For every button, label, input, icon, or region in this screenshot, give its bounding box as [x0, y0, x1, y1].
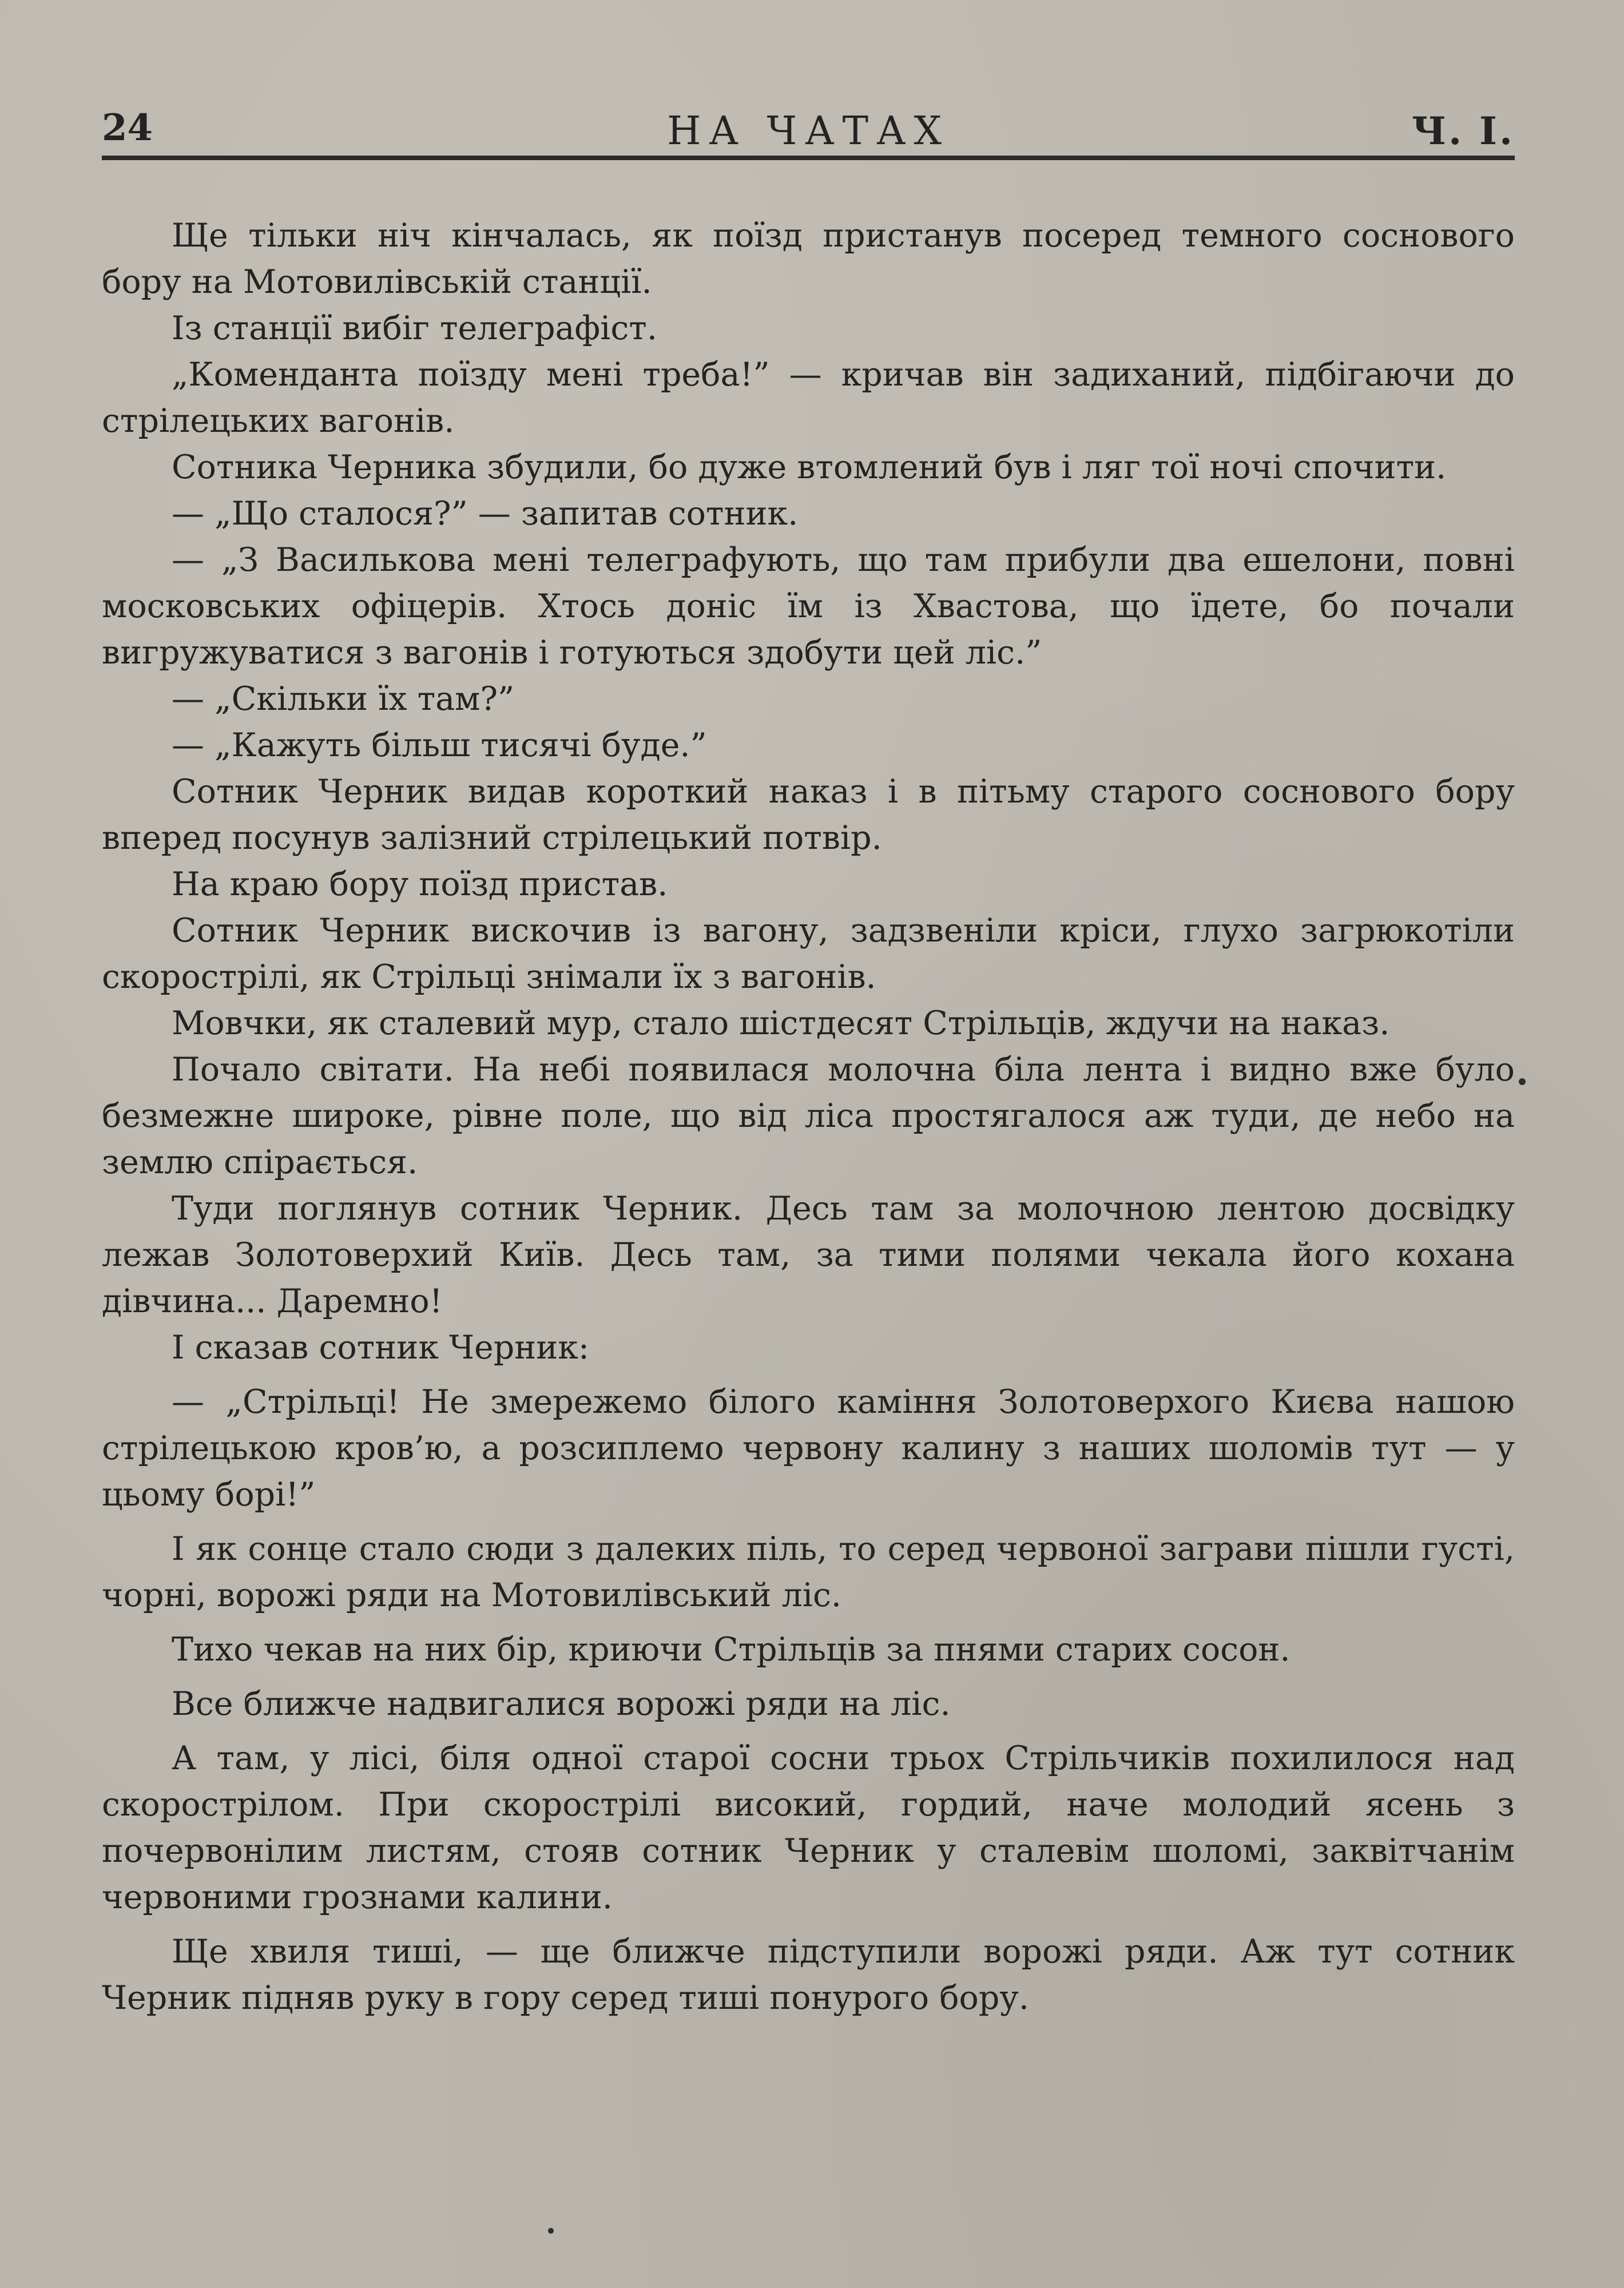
- paragraph: Сотник Черник видав короткий наказ і в пітьму старого соснового бору вперед посунув залізний стрілецький потвір.: [102, 773, 1515, 857]
- paragraph: Із станції вибіг телеграфіст.: [172, 309, 657, 347]
- paragraph: Сотник Черник вискочив із вагону, задзвеніли кріси, глухо загрюкотіли скорострілі, як Стрільці знімали їх з вагонів.: [102, 912, 1515, 996]
- paragraph: „Коменданта поїзду мені треба!” — кричав він задиханий, підбігаючи до стрілецьких вагонів.: [102, 356, 1515, 440]
- paragraph: — „З Василькова мені телеграфують, що там прибули два ешелони, повні московських офіцерів. Хтось доніс їм із Хвастова, що їдете, бо почали вигружуватися з вагонів і готуються здобути цей ліс.”: [102, 541, 1515, 672]
- page-number: 24: [102, 106, 153, 149]
- paragraph: Туди поглянув сотник Черник. Десь там за молочною лентою досвідку лежав Золотоверхий Київ. Десь там, за тими полями чекала його кохана дівчина... Даремно!: [102, 1190, 1515, 1320]
- paragraph: — „Стрільці! Не змережемо білого каміння Золотоверхого Києва нашою стрілецькою кров’ю, а розсиплемо червону калину з наших шоломів тут — у цьому борі!”: [102, 1383, 1515, 1514]
- paragraph: Ще тільки ніч кінчалась, як поїзд пристанув посеред темного соснового бору на Мотовилівській станції.: [102, 217, 1515, 301]
- running-title: НА ЧАТАХ: [667, 109, 950, 154]
- paragraph: — „Скільки їх там?”: [172, 680, 515, 718]
- part-label: Ч. І.: [1411, 109, 1515, 153]
- paragraph: — „Що сталося?” — запитав сотник.: [172, 495, 799, 533]
- page-header: [102, 96, 1515, 159]
- paragraph: Сотника Черника збудили, бо дуже втомлений був і ляг тої ночі спочити.: [172, 448, 1447, 486]
- paragraph: А там, у лісі, біля одної старої сосни трьох Стрільчиків похилилося над скорострілом. При скорострілі високий, гордий, наче молодий ясень з почервонілим листям, стояв сотник Черник у сталевім шоломі, заквітчанім червоними грознами калини.: [102, 1739, 1515, 1916]
- paragraph: І як сонце стало сюди з далеких піль, то серед червоної заграви пішли густі, чорні, ворожі ряди на Мотовилівський ліс.: [102, 1530, 1515, 1614]
- paragraph: — „Кажуть більш тисячі буде.”: [172, 726, 707, 764]
- paragraph: Мовчки, як сталевий мур, стало шістдесят Стрільців, ждучи на наказ.: [172, 1004, 1390, 1042]
- paragraph: На краю бору поїзд пристав.: [172, 865, 668, 903]
- body-text: [102, 213, 1515, 2021]
- header-rule: [102, 156, 1515, 160]
- paragraph: Все ближче надвигалися ворожі ряди на ліс.: [172, 1685, 951, 1723]
- ink-speck: [1519, 1078, 1526, 1085]
- paragraph: Ще хвиля тиші, — ще ближче підступили ворожі ряди. Аж тут сотник Черник підняв руку в гору серед тиші понурого бору.: [102, 1933, 1515, 2017]
- ink-speck: [548, 2228, 554, 2234]
- paragraph: Почало світати. На небі появилася молочна біла лента і видно вже було безмежне широке, рівне поле, що від ліса простягалося аж туди, де небо на землю спірається.: [102, 1051, 1515, 1181]
- paragraph: Тихо чекав на них бір, криючи Стрільців за пнями старих сосон.: [172, 1631, 1291, 1669]
- paragraph: І сказав сотник Черник:: [172, 1329, 590, 1367]
